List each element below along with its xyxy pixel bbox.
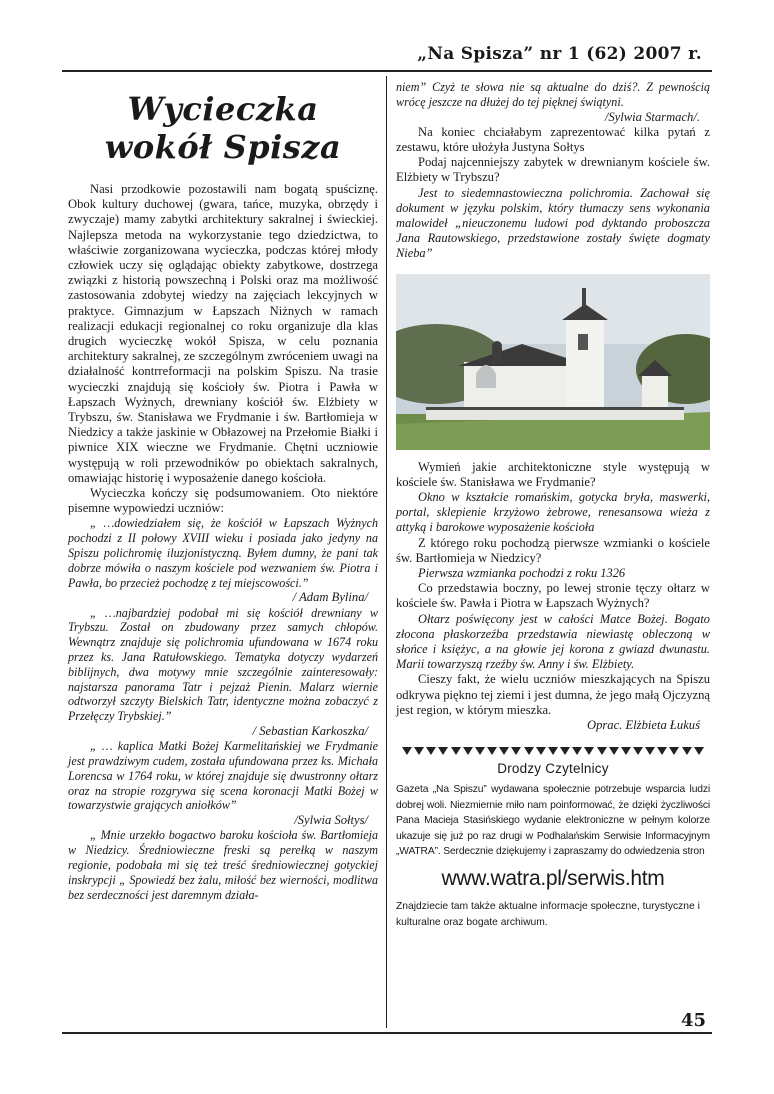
- right-column: [396, 80, 710, 930]
- signature-3: /Sylwia Sołtys/: [294, 813, 368, 828]
- student-quote-4-continued: niem” Czyż te słowa nie są aktualne do dziś?. Z pewnością wrócę jeszcze na dłużej do tej pięknej świątyni.: [396, 80, 710, 109]
- quiz-question-1: Podaj najcenniejszy zabytek w drewnianym kościele św. Elżbiety w Trybszu?: [396, 155, 710, 185]
- intro-paragraph: Nasi przodkowie pozostawili nam bogatą spuściznę. Obok kultury duchowej (gwara, tańce, muzyka, obrzędy i zwyczaje) mamy zabytki architektury sakralnej i świeckiej. Najlepsza metoda na wykorzystanie tego dziedzictwa, to właściwie zorganizowana wycieczka, podczas której młody człowiek uczy się oglądając obiekty zabytkowe, dostrzega związki z historią powszechną i Polski oraz ma możliwość zastosowania zdobytej wiedzy na zajęciach lekcyjnych w praktyce. Gimnazjum w Łapszach Niżnych w ramach realizacji edukacji regionalnej co roku organizuje dla klas drugich wycieczkę wokół Spisza, w celu poznania architektury sakralnej, ze szczególnym zwróceniem uwagi na działalność kontrreformacji na polskim Spiszu. Na trasie wycieczki znajdują się kościoły św. Piotra i Pawła w Łapszach Wyżnych, drewniany kościół św. Elżbiety w Trybszu, św. Stanisława we Frydmanie i św. Bartłomieja w Niedzicy a także jaskinie w Obłazowej na Przełomie Białki i piwnice XIX wieczne we Frydmanie. Chętni uczniowie występują w roli przewodników po obiektach sakralnych, omawiając historię i wyposażenie danego kościoła.: [68, 182, 378, 485]
- signature-4: /Sylwia Starmach/.: [604, 109, 700, 124]
- page-number: 45: [680, 1010, 706, 1031]
- notice-heading: Drodzy Czytelnicy: [497, 761, 609, 777]
- signature-1: / Adam Bylina/: [292, 590, 368, 605]
- notice-note: Znajdziecie tam także aktualne informacje społeczne, turystyczne i kulturalne oraz bogate archiwum.: [396, 901, 700, 928]
- article-author: Oprac. Elżbieta Łukuś: [587, 718, 700, 733]
- triangle-divider: [402, 747, 704, 755]
- left-column: [68, 82, 378, 902]
- column-divider: [386, 76, 387, 1028]
- header-rule: [62, 70, 712, 72]
- quiz-question-4: Co przedstawia boczny, po lewej stronie tęczy ołtarz w kościele św. Pawła i Piotra w Łapszach Wyżnych?: [396, 581, 710, 611]
- student-quote-2: „ …najbardziej podobał mi się kościół drewniany w Trybszu. Został on zbudowany przez samych chłopów. Wewnątrz znajduje się polichromia ufundowana w 1674 roku przez ks. Jana Ratułowskiego. Tematyka dotyczy wydarzeń biblijnych, dwa motywy mnie szczególnie zainteresowały: najstarsza panorama Tatr i pejzaż Pienin. Malarz wiernie odtworzył szczyty Bielskich Tatr, identyczne można zobaczyć z Przełęczy Trybskiej.”: [68, 605, 378, 724]
- quiz-answer-3: Pierwsza wzmianka pochodzi z roku 1326: [418, 566, 626, 581]
- signature-2: / Sebastian Karkoszka/: [252, 724, 368, 739]
- article-title-line-1: Wycieczka: [127, 90, 319, 128]
- running-header: „Na Spisza” nr 1 (62) 2007 r.: [417, 44, 702, 64]
- quiz-answer-2: Okno w kształcie romańskim, gotycka bryła, maswerki, portal, sklepienie krzyżowo żebrowe, renesansowa wieża z attyką i barokowe wyposażenie kościoła: [396, 490, 710, 535]
- student-quote-1: „ …dowiedziałem się, że kościół w Łapszach Wyżnych pochodzi z II połowy XVIII wieku i posiada jako jedyny na Spiszu polichromię iluzjonistyczną. Byłem dumny, że pani tak dobrze mówiła o naszym kościele pod wezwaniem św. Piotra i Pawła, bo przecież pochodzę z tej miejscowości.”: [68, 516, 378, 590]
- article-title-line-2: wokół Spisza: [104, 128, 342, 166]
- quiz-answer-4: Ołtarz poświęcony jest w całości Matce Bożej. Bogato złocona płaskorzeźba przedstawia niewiastę obleczoną w słońce i księżyc, a na głowie jej korona z gwiazd dwunastu. Marii towarzyszą rzeźby św. Anny i św. Elżbiety.: [396, 611, 710, 672]
- footer-rule: [62, 1032, 712, 1034]
- quiz-question-2: Wymień jakie architektoniczne style występują w kościele św. Stanisława we Frydmanie?: [396, 459, 710, 489]
- quiz-intro: Na koniec chciałabym zaprezentować kilka pytań z zestawu, które ułożyła Justyna Sołtys: [396, 124, 710, 154]
- article-title: [68, 90, 378, 166]
- notice-text: Gazeta „Na Spiszu” wydawana społecznie potrzebuje wsparcia ludzi dobrej woli. Niezmiernie miło nam poinformować, że dzięki życzliwości Pana Macieja Stasińskiego wydanie elektroniczne w pełnym kolorze ukazuje się już po raz drugi w Podhalańskim Serwisie Informacyjnym „WATRA”. Serdecznie dziękujemy i zapraszamy do odwiedzenia stron: [396, 784, 710, 857]
- summary-paragraph: Wycieczka kończy się podsumowaniem. Oto niektóre pisemne wypowiedzi uczniów:: [68, 486, 378, 516]
- quiz-answer-1: Jest to siedemnastowieczna polichromia. Zachował się dokument w języku polskim, który tłumaczy sens wykonania malowideł „nieuczonemu ludowi pod dyktando proboszcza Jana Rautowskiego, przedstawione zostały święte dogmaty Nieba”: [396, 185, 710, 261]
- closing-paragraph: Cieszy fakt, że wielu uczniów mieszkających na Spiszu odkrywa piękno tej ziemi i jest dumna, że jego małą Ojczyzną jest region, w którym mieszka.: [396, 672, 710, 717]
- watra-link[interactable]: www.watra.pl/serwis.htm: [441, 867, 665, 891]
- church-photo: [396, 274, 710, 450]
- student-quote-3: „ … kaplica Matki Bożej Karmelitańskiej we Frydmanie jest prawdziwym cudem, została ufundowana przez ks. Michała Lorencsa w 1764 roku, w której znajduje się dwustronny ołtarz oraz na stropie rozgrywa się scena koronacji Matki Bożej w towarzystwie grających aniołków”: [68, 739, 378, 813]
- quiz-question-3: Z którego roku pochodzą pierwsze wzmianki o kościele św. Bartłomieja w Niedzicy?: [396, 535, 710, 565]
- student-quote-4: „ Mnie urzekło bogactwo baroku kościoła św. Bartłomieja w Niedzicy. Średniowieczne freski są perełką w naszym regionie, podobała mi się też treść średniowiecznej gotyckiej inskrypcji „ Spowiedź bez żalu, miłość bez wierności, modlitwa bez serdeczności jest daremnym działa-: [68, 828, 378, 902]
